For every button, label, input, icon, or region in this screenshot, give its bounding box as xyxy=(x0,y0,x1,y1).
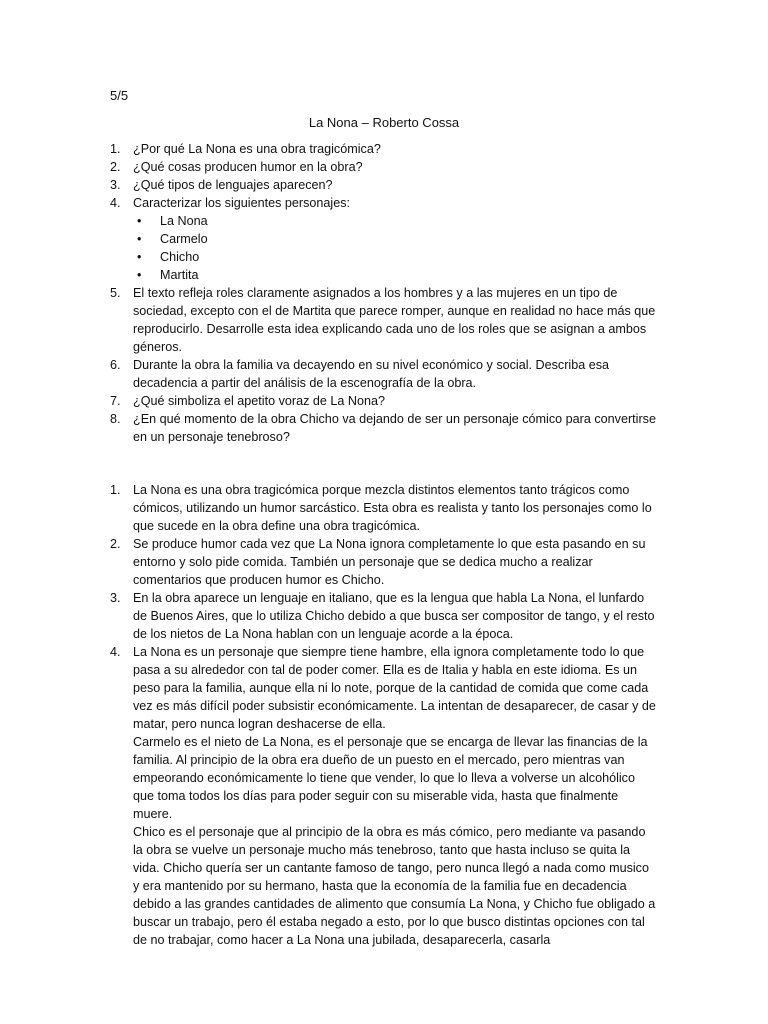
question-text: ¿En qué momento de la obra Chicho va dejando de ser un personaje cómico para convertirse en un personaje tenebroso? xyxy=(133,412,656,444)
question-number: 8. xyxy=(110,412,121,426)
question-number: 1. xyxy=(110,142,121,156)
question-text: ¿Por qué La Nona es una obra tragicómica? xyxy=(133,142,381,156)
answer-number: 2. xyxy=(110,537,121,551)
answer-paragraph: Carmelo es el nieto de La Nona, es el personaje que se encarga de llevar las financias de la familia. Al principio de la obra era dueño de un puesto en el mercado, pero mientras van empeorando económicamente lo tiene que vender, lo que lo lleva a volverse un alcohólico que toma todos los días para poder seguir con su miserable vida, hasta que finalmente muere. xyxy=(133,735,648,821)
question-text: ¿Qué cosas producen humor en la obra? xyxy=(133,160,363,174)
question-item xyxy=(110,194,658,284)
question-number: 7. xyxy=(110,394,121,408)
question-text: Durante la obra la familia va decayendo en su nivel económico y social. Describa esa decadencia a partir del análisis de la escenografía de la obra. xyxy=(133,358,610,390)
question-number: 6. xyxy=(110,358,121,372)
answer-list xyxy=(110,481,658,949)
question-item xyxy=(110,356,658,392)
answer-paragraph: La Nona es un personaje que siempre tiene hambre, ella ignora completamente todo lo que pasa a su alrededor con tal de poder comer. Ella es de Italia y habla en este idioma. Es un peso para la familia, aunque ella ni lo note, porque de la cantidad de comida que come cada vez es más difícil poder subsistir económicamente. La intentan de desaparecer, de casar y de matar, pero nunca logran deshacerse de ella. xyxy=(133,645,656,731)
question-number: 5. xyxy=(110,286,121,300)
answer-item xyxy=(110,535,658,589)
question-text: ¿Qué simboliza el apetito voraz de La Nona? xyxy=(133,394,386,408)
question-item xyxy=(110,392,658,410)
question-item xyxy=(110,158,658,176)
character-name: La Nona xyxy=(160,214,208,228)
answer-paragraph: Chico es el personaje que al principio de la obra es más cómico, pero mediante va pasando la obra se vuelve un personaje mucho más tenebroso, tanto que hasta incluso se quita la vida. Chicho quería ser un cantante famoso de tango, pero nunca llegó a nada como musico y era mantenido por su hermano, hasta que la economía de la familia fue en decadencia debido a las grandes cantidades de alimento que consumía La Nona, y Chicho fue obligado a buscar un trabajo, pero él estaba negado a esto, por lo que busco distintas opciones con tal de no trabajar, como hacer a La Nona una jubilada, desaparecerla, casarla xyxy=(133,825,656,947)
question-item xyxy=(110,410,658,446)
character-item xyxy=(133,212,658,230)
character-item xyxy=(133,266,658,284)
question-item xyxy=(110,284,658,356)
answer-paragraph: La Nona es una obra tragicómica porque mezcla distintos elementos tanto trágicos como cómicos, utilizando un humor sarcástico. Esta obra es realista y tanto los personajes como lo que sucede en la obra define una obra tragicómica. xyxy=(133,483,652,533)
question-text: ¿Qué tipos de lenguajes aparecen? xyxy=(133,178,333,192)
answer-number: 4. xyxy=(110,645,121,659)
answer-item xyxy=(110,589,658,643)
question-text: Caracterizar los siguientes personajes: xyxy=(133,196,350,210)
character-list xyxy=(133,212,658,284)
question-item xyxy=(110,140,658,158)
page-number: 5/5 xyxy=(110,88,129,103)
character-name: Carmelo xyxy=(160,232,208,246)
bullet-icon: • xyxy=(137,214,142,228)
character-item xyxy=(133,248,658,266)
answer-paragraph: Se produce humor cada vez que La Nona ignora completamente lo que esta pasando en su entorno y solo pide comida. También un personaje que se dedica mucho a realizar comentarios que producen humor es Chicho. xyxy=(133,537,646,587)
bullet-icon: • xyxy=(137,232,142,246)
character-name: Martita xyxy=(160,268,199,282)
bullet-icon: • xyxy=(137,250,142,264)
question-item xyxy=(110,176,658,194)
question-number: 3. xyxy=(110,178,121,192)
document-title: La Nona – Roberto Cossa xyxy=(308,115,460,130)
answer-number: 1. xyxy=(110,483,121,497)
character-name: Chicho xyxy=(160,250,200,264)
question-number: 4. xyxy=(110,196,121,210)
answer-item xyxy=(110,643,658,949)
answer-item xyxy=(110,481,658,535)
question-number: 2. xyxy=(110,160,121,174)
question-text: El texto refleja roles claramente asignados a los hombres y a las mujeres en un tipo de sociedad, excepto con el de Martita que parece romper, aunque en realidad no hace más que reproducirlo. Desarrolle esta idea explicando cada uno de los roles que se asignan a ambos géneros. xyxy=(133,286,656,354)
question-list xyxy=(110,140,658,446)
answer-paragraph: En la obra aparece un lenguaje en italiano, que es la lengua que habla La Nona, el lunfardo de Buenos Aires, que lo utiliza Chicho debido a que busca ser compositor de tango, y el resto de los nietos de La Nona hablan con un lenguaje acorde a la época. xyxy=(133,591,655,641)
character-item xyxy=(133,230,658,248)
answer-number: 3. xyxy=(110,591,121,605)
bullet-icon: • xyxy=(137,268,142,282)
